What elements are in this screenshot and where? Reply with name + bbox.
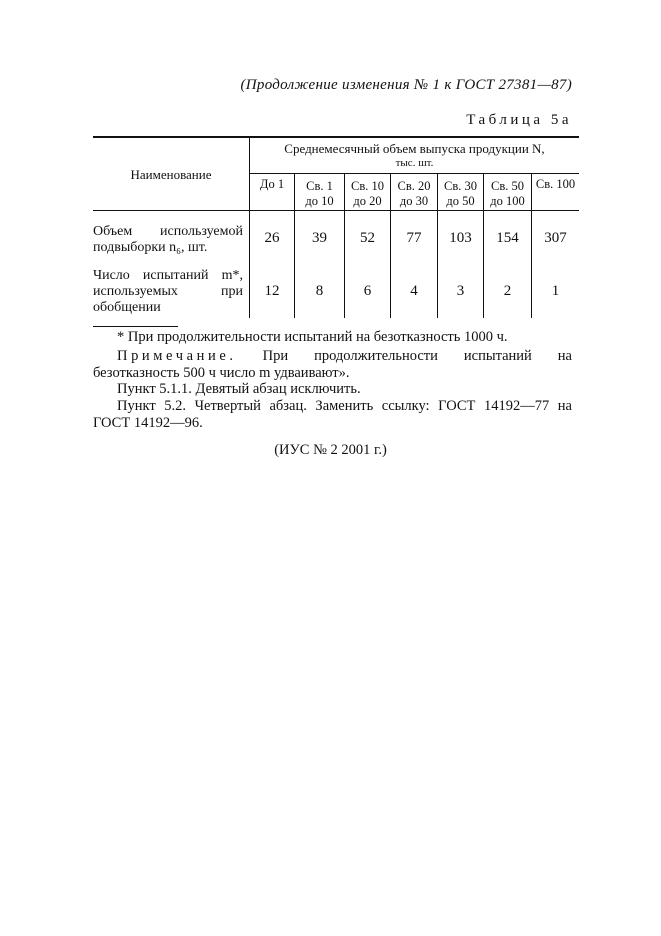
row-label: Объем используемой подвыборки n₆, шт. xyxy=(93,224,243,256)
table-cell: 154 xyxy=(484,211,532,266)
group-header xyxy=(250,137,580,174)
table-cell: 3 xyxy=(438,266,484,318)
note-text: При продолжительности испытаний на безотказность 500 ч число m удваивают». xyxy=(93,348,572,381)
table-cell: 1 xyxy=(532,266,580,318)
table-cell: 12 xyxy=(250,266,295,318)
table-cell: 8 xyxy=(295,266,345,318)
data-table xyxy=(93,136,579,318)
table-cell: 39 xyxy=(295,211,345,266)
table-cell: 26 xyxy=(250,211,295,266)
continuation-header: (Продолжение изменения № 1 к ГОСТ 27381—87) xyxy=(240,77,572,93)
table-cell: 6 xyxy=(345,266,391,318)
table-cell: 77 xyxy=(391,211,438,266)
row-label: Число испытаний m*, используемых при обобщении xyxy=(93,267,243,315)
column-header: Св. 50 до 100 xyxy=(484,174,532,211)
name-header: Наименование xyxy=(93,137,250,211)
table-caption: Таблица 5а xyxy=(466,112,572,128)
column-header: Св. 100 xyxy=(532,174,580,211)
footnote-divider xyxy=(93,326,178,327)
column-header: До 1 xyxy=(250,174,295,211)
source-reference: (ИУС № 2 2001 г.) xyxy=(274,442,387,458)
column-header: Св. 10 до 20 xyxy=(345,174,391,211)
column-header: Св. 20 до 30 xyxy=(391,174,438,211)
note xyxy=(93,348,572,381)
table-cell: 2 xyxy=(484,266,532,318)
table-cell: 52 xyxy=(345,211,391,266)
group-header-unit: тыс. шт. xyxy=(395,156,434,169)
paragraph-5-1-1: Пункт 5.1.1. Девятый абзац исключить. xyxy=(117,381,361,397)
group-header-title: Среднемесячный объем выпуска продукции N, xyxy=(284,140,545,156)
table-cell: 4 xyxy=(391,266,438,318)
footnote: * При продолжительности испытаний на безотказность 1000 ч. xyxy=(117,329,508,345)
note-label: Примечание. xyxy=(117,348,237,364)
table-cell: 103 xyxy=(438,211,484,266)
paragraph-5-2: Пункт 5.2. Четвертый абзац. Заменить ссылку: ГОСТ 14192—77 на ГОСТ 14192—96. xyxy=(93,398,572,431)
column-header: Св. 1 до 10 xyxy=(295,174,345,211)
table-cell: 307 xyxy=(532,211,580,266)
column-header: Св. 30 до 50 xyxy=(438,174,484,211)
